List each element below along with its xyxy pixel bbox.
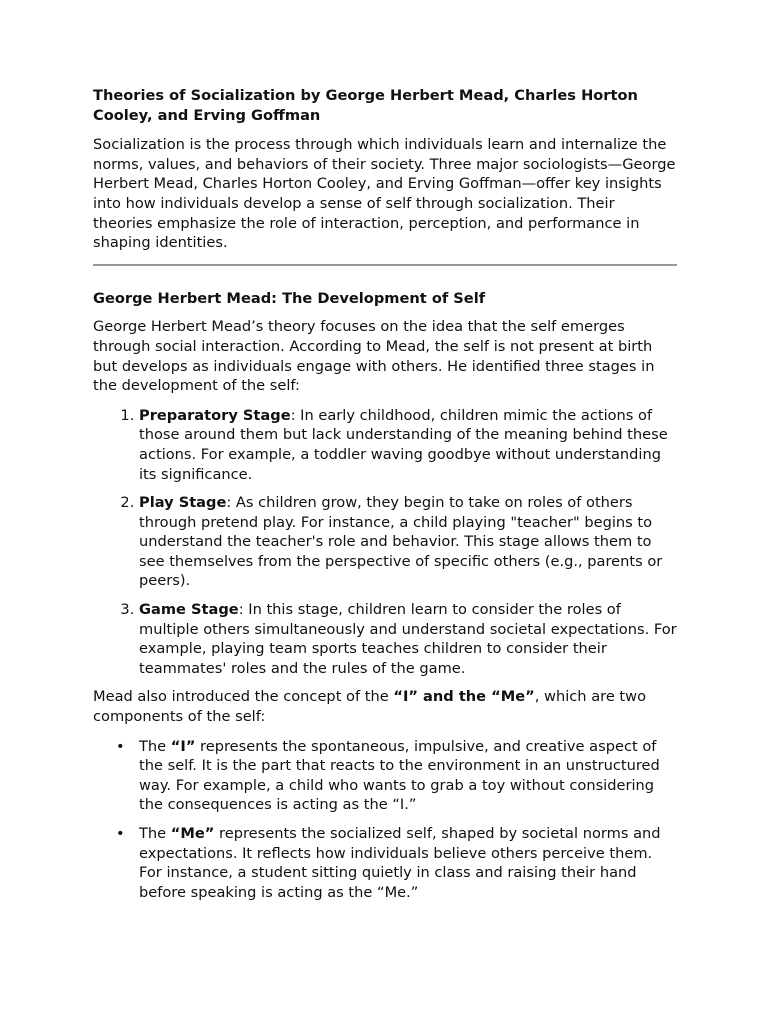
list-item-preparatory-stage bbox=[139, 406, 677, 484]
section-divider bbox=[93, 264, 677, 266]
list-item-play-stage bbox=[139, 493, 677, 591]
component-term: “Me” bbox=[170, 825, 215, 842]
section-heading-mead: George Herbert Mead: The Development of Self bbox=[93, 289, 486, 307]
component-lead: The bbox=[139, 737, 171, 755]
stage-text: : As children grow, they begin to take on roles of others through pretend play. For instance, a child playing "teacher" begins to understand the teacher's role and behavior. This stage allows them to see themselves from the perspective of specific others (e.g., parents or peers). bbox=[139, 494, 663, 590]
stage-term: Play Stage bbox=[139, 494, 227, 512]
bullet-icon: • bbox=[116, 737, 125, 755]
stage-text: : In early childhood, children mimic the actions of those around them but lack understanding of the meaning behind these actions. For example, a toddler waving goodbye without understanding its significance. bbox=[139, 406, 668, 483]
component-lead: The bbox=[139, 825, 171, 842]
i-me-lead: Mead also introduced the concept of the bbox=[93, 688, 394, 706]
component-term: “I” bbox=[170, 737, 196, 755]
document-page bbox=[93, 86, 677, 911]
i-me-term: “I” and the “Me” bbox=[393, 688, 535, 706]
stages-list bbox=[93, 406, 677, 679]
components-list bbox=[93, 737, 677, 903]
mead-intro-paragraph: George Herbert Mead’s theory focuses on the idea that the self emerges through social interaction. According to Mead, the self is not present at birth but develops as individuals engage with others. He identified three stages in the development of the self: bbox=[93, 318, 655, 395]
stage-term: Game Stage bbox=[139, 601, 239, 619]
stage-term: Preparatory Stage bbox=[139, 406, 291, 424]
document-title: Theories of Socialization by George Herbert Mead, Charles Horton Cooley, and Erving Goffman bbox=[93, 87, 638, 124]
i-me-tail: , which are two components of the self: bbox=[93, 688, 647, 726]
list-item-game-stage bbox=[139, 600, 677, 678]
intro-paragraph: Socialization is the process through which individuals learn and internalize the norms, values, and behaviors of their society. Three major sociologists—George Herbert Mead, Charles Horton Cooley, and Erving Goffman—offer key insights into how individuals develop a sense of self through socialization. Their theories emphasize the role of interaction, perception, and performance in shaping identities. bbox=[93, 136, 676, 252]
stage-text: : In this stage, children learn to consider the roles of multiple others simultaneously and understand societal expectations. For example, playing team sports teaches children to consider their teammates' roles and the rules of the game. bbox=[139, 601, 677, 677]
list-item-me-component bbox=[116, 824, 677, 902]
component-text: represents the socialized self, shaped by societal norms and expectations. It reflects how individuals believe others perceive them. For instance, a student sitting quietly in class and raising their hand before speaking is acting as the “Me.” bbox=[139, 825, 661, 901]
list-item-i-component bbox=[116, 737, 677, 815]
i-and-me-paragraph bbox=[93, 687, 677, 726]
bullet-icon: • bbox=[116, 825, 125, 842]
component-text: represents the spontaneous, impulsive, and creative aspect of the self. It is the part that reacts to the environment in an unstructured way. For example, a child who wants to grab a toy without considering the consequences is acting as the “I.” bbox=[139, 737, 660, 814]
